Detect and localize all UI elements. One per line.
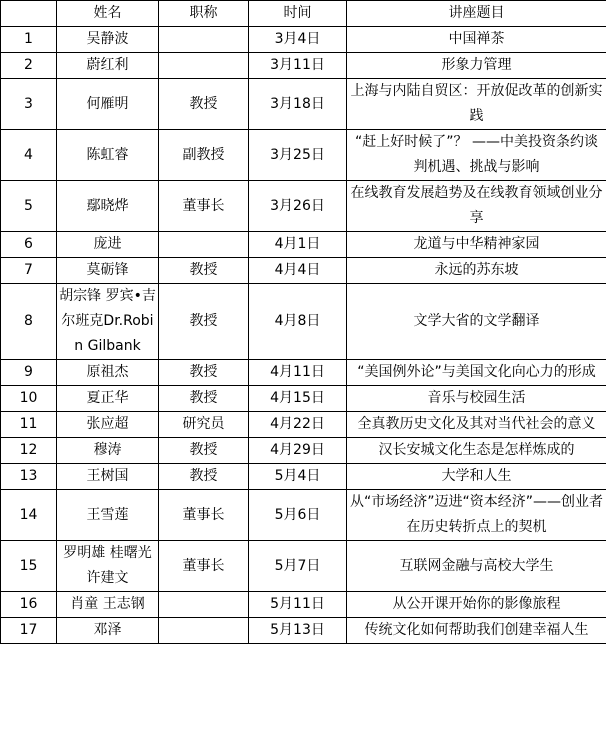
lecture-date: 4月4日 xyxy=(274,262,321,278)
lecture-topic-cell xyxy=(347,79,606,130)
row-number-cell xyxy=(1,618,57,644)
lecture-date-cell xyxy=(249,232,347,258)
header-name: 姓名 xyxy=(57,1,159,27)
table-row xyxy=(1,258,606,284)
row-number-cell xyxy=(1,130,57,181)
lecture-topic-cell xyxy=(347,541,606,592)
header-topic: 讲座题目 xyxy=(347,1,606,27)
lecture-topic: 音乐与校园生活 xyxy=(427,390,526,406)
row-number-cell xyxy=(1,53,57,79)
row-number: 16 xyxy=(19,596,38,612)
table-row xyxy=(1,618,606,644)
speaker-title: 研究员 xyxy=(182,416,225,432)
table-row xyxy=(1,53,606,79)
lecture-topic-cell xyxy=(347,412,606,438)
speaker-name-cell xyxy=(57,53,159,79)
lecture-topic: 全真教历史文化及其对当代社会的意义 xyxy=(357,416,596,432)
speaker-name-cell xyxy=(57,490,159,541)
lecture-date: 3月4日 xyxy=(274,31,321,47)
row-number: 8 xyxy=(24,313,33,329)
row-number: 5 xyxy=(24,197,33,214)
speaker-title-cell xyxy=(159,79,249,130)
lecture-date: 3月26日 xyxy=(270,197,325,214)
row-number-cell xyxy=(1,181,57,232)
table-row xyxy=(1,360,606,386)
header-number xyxy=(1,1,57,27)
speaker-name: 莫砺锋 xyxy=(86,262,129,278)
lecture-topic: 龙道与中华精神家园 xyxy=(413,236,540,252)
lecture-date: 4月8日 xyxy=(274,313,321,329)
table-row xyxy=(1,232,606,258)
lecture-date: 5月13日 xyxy=(270,622,325,638)
speaker-name: 蔚红利 xyxy=(86,57,129,73)
speaker-title: 教授 xyxy=(189,390,218,406)
row-number: 2 xyxy=(24,57,33,73)
table-row xyxy=(1,27,606,53)
lecture-date-cell xyxy=(249,130,347,181)
lecture-date-cell xyxy=(249,490,347,541)
lecture-topic-cell xyxy=(347,232,606,258)
lecture-date: 3月18日 xyxy=(270,95,325,112)
speaker-title-cell xyxy=(159,618,249,644)
lecture-topic-cell xyxy=(347,386,606,412)
speaker-name: 鄢晓烨 xyxy=(86,197,129,214)
row-number-cell xyxy=(1,79,57,130)
speaker-title: 教授 xyxy=(189,262,218,278)
row-number: 4 xyxy=(24,146,33,163)
row-number-cell xyxy=(1,490,57,541)
table-header-row xyxy=(1,1,606,27)
speaker-name-cell xyxy=(57,130,159,181)
row-number: 13 xyxy=(19,468,38,484)
speaker-title-cell xyxy=(159,130,249,181)
row-number-cell xyxy=(1,412,57,438)
lecture-topic-cell xyxy=(347,27,606,53)
lecture-date-cell xyxy=(249,541,347,592)
row-number-cell xyxy=(1,27,57,53)
row-number: 1 xyxy=(24,31,33,47)
table-row xyxy=(1,490,606,541)
row-number-cell xyxy=(1,386,57,412)
row-number-cell xyxy=(1,464,57,490)
lecture-topic: 从“市场经济”迈进“资本经济”——创业者在历史转折点上的契机 xyxy=(349,494,603,535)
speaker-name: 罗明雄 桂曙光 许建文 xyxy=(63,545,152,586)
speaker-name: 王雪莲 xyxy=(86,506,129,523)
speaker-title-cell xyxy=(159,438,249,464)
row-number: 7 xyxy=(24,262,33,278)
speaker-name-cell xyxy=(57,181,159,232)
lecture-date: 4月29日 xyxy=(270,442,325,458)
speaker-name: 夏正华 xyxy=(86,390,129,406)
row-number: 14 xyxy=(19,506,38,523)
lecture-topic: “赶上好时候了”？ ——中美投资条约谈判机遇、挑战与影响 xyxy=(355,134,598,175)
row-number-cell xyxy=(1,232,57,258)
speaker-title: 教授 xyxy=(189,468,218,484)
table-row xyxy=(1,412,606,438)
header-time: 时间 xyxy=(249,1,347,27)
lecture-date-cell xyxy=(249,464,347,490)
lecture-date-cell xyxy=(249,284,347,360)
lecture-date-cell xyxy=(249,412,347,438)
speaker-name: 何雁明 xyxy=(86,95,129,112)
lecture-date: 4月11日 xyxy=(270,364,325,380)
lecture-date: 3月25日 xyxy=(270,146,325,163)
lecture-topic: 传统文化如何帮助我们创建幸福人生 xyxy=(364,622,589,638)
speaker-title: 董事长 xyxy=(182,197,225,214)
speaker-name-cell xyxy=(57,464,159,490)
lecture-date-cell xyxy=(249,592,347,618)
lecture-topic-cell xyxy=(347,181,606,232)
lecture-topic: “美国例外论”与美国文化向心力的形成 xyxy=(357,364,596,380)
table-row xyxy=(1,284,606,360)
lecture-date: 4月22日 xyxy=(270,416,325,432)
table-body xyxy=(1,27,606,644)
speaker-name-cell xyxy=(57,386,159,412)
speaker-name-cell xyxy=(57,541,159,592)
speaker-name-cell xyxy=(57,27,159,53)
lecture-topic-cell xyxy=(347,618,606,644)
lecture-topic-cell xyxy=(347,592,606,618)
speaker-title-cell xyxy=(159,53,249,79)
speaker-title-cell xyxy=(159,464,249,490)
lecture-date-cell xyxy=(249,360,347,386)
speaker-title-cell xyxy=(159,27,249,53)
speaker-title: 教授 xyxy=(189,364,218,380)
row-number-cell xyxy=(1,438,57,464)
speaker-title: 副教授 xyxy=(182,146,225,163)
speaker-name-cell xyxy=(57,284,159,360)
speaker-title-cell xyxy=(159,412,249,438)
speaker-name: 穆涛 xyxy=(93,442,122,458)
lecture-date: 4月15日 xyxy=(270,390,325,406)
speaker-title-cell xyxy=(159,181,249,232)
lecture-topic: 形象力管理 xyxy=(441,57,512,73)
speaker-name: 张应超 xyxy=(86,416,129,432)
lecture-topic-cell xyxy=(347,464,606,490)
speaker-name-cell xyxy=(57,232,159,258)
lecture-topic-cell xyxy=(347,490,606,541)
lecture-date-cell xyxy=(249,27,347,53)
speaker-title-cell xyxy=(159,232,249,258)
table-row xyxy=(1,541,606,592)
row-number-cell xyxy=(1,258,57,284)
speaker-name: 吴静波 xyxy=(86,31,129,47)
table-row xyxy=(1,79,606,130)
speaker-title-cell xyxy=(159,284,249,360)
row-number: 3 xyxy=(24,95,33,112)
speaker-name-cell xyxy=(57,618,159,644)
table-row xyxy=(1,592,606,618)
speaker-title-cell xyxy=(159,360,249,386)
speaker-name-cell xyxy=(57,258,159,284)
lecture-date-cell xyxy=(249,386,347,412)
lecture-date-cell xyxy=(249,79,347,130)
speaker-name-cell xyxy=(57,438,159,464)
row-number: 10 xyxy=(19,390,38,406)
lecture-date: 4月1日 xyxy=(274,236,321,252)
lecture-topic-cell xyxy=(347,53,606,79)
row-number: 11 xyxy=(19,416,38,432)
lecture-topic: 在线教育发展趋势及在线教育领域创业分享 xyxy=(350,185,603,226)
lecture-date-cell xyxy=(249,181,347,232)
lecture-topic: 汉长安城文化生态是怎样炼成的 xyxy=(378,442,575,458)
speaker-name: 邓泽 xyxy=(93,622,122,638)
row-number-cell xyxy=(1,360,57,386)
lecture-topic: 中国禅茶 xyxy=(448,31,505,47)
lecture-topic-cell xyxy=(347,258,606,284)
lecture-date: 5月4日 xyxy=(274,468,321,484)
row-number-cell xyxy=(1,541,57,592)
speaker-name: 原祖杰 xyxy=(86,364,129,380)
speaker-title-cell xyxy=(159,541,249,592)
row-number-cell xyxy=(1,592,57,618)
lecture-topic: 上海与内陆自贸区：开放促改革的创新实践 xyxy=(350,83,603,124)
lecture-date: 5月11日 xyxy=(270,596,325,612)
lecture-date: 5月7日 xyxy=(274,557,321,574)
lecture-topic: 互联网金融与高校大学生 xyxy=(399,557,554,574)
table-row xyxy=(1,181,606,232)
row-number-cell xyxy=(1,284,57,360)
speaker-name-cell xyxy=(57,79,159,130)
row-number: 6 xyxy=(24,236,33,252)
speaker-title: 教授 xyxy=(189,442,218,458)
lecture-date: 3月11日 xyxy=(270,57,325,73)
lecture-topic: 文学大省的文学翻译 xyxy=(413,313,540,329)
lecture-date-cell xyxy=(249,258,347,284)
lecture-topic: 从公开课开始你的影像旅程 xyxy=(392,596,561,612)
speaker-title: 教授 xyxy=(189,313,218,329)
speaker-title-cell xyxy=(159,258,249,284)
lecture-date-cell xyxy=(249,53,347,79)
row-number: 9 xyxy=(24,364,33,380)
speaker-title-cell xyxy=(159,386,249,412)
header-title: 职称 xyxy=(159,1,249,27)
table-row xyxy=(1,438,606,464)
speaker-name: 庞进 xyxy=(93,236,122,252)
speaker-name-cell xyxy=(57,412,159,438)
speaker-name: 胡宗锋 罗宾•吉尔班克Dr.Robin Gilbank xyxy=(59,288,156,354)
speaker-name: 肖童 王志钢 xyxy=(70,596,145,612)
speaker-name: 陈虹睿 xyxy=(86,146,129,163)
row-number: 15 xyxy=(19,557,38,574)
table-row xyxy=(1,464,606,490)
lecture-topic: 永远的苏东坡 xyxy=(434,262,519,278)
lecture-topic: 大学和人生 xyxy=(441,468,512,484)
speaker-name: 王树国 xyxy=(86,468,129,484)
speaker-name-cell xyxy=(57,592,159,618)
speaker-title: 董事长 xyxy=(182,557,225,574)
speaker-name-cell xyxy=(57,360,159,386)
lecture-topic-cell xyxy=(347,130,606,181)
lecture-topic-cell xyxy=(347,284,606,360)
row-number: 17 xyxy=(19,622,38,638)
lecture-date-cell xyxy=(249,438,347,464)
speaker-title: 董事长 xyxy=(182,506,225,523)
table-row xyxy=(1,130,606,181)
speaker-title: 教授 xyxy=(189,95,218,112)
row-number: 12 xyxy=(19,442,38,458)
lecture-topic-cell xyxy=(347,438,606,464)
lecture-topic-cell xyxy=(347,360,606,386)
lecture-date-cell xyxy=(249,618,347,644)
table-row xyxy=(1,386,606,412)
speaker-title-cell xyxy=(159,592,249,618)
speaker-title-cell xyxy=(159,490,249,541)
lecture-date: 5月6日 xyxy=(274,506,321,523)
